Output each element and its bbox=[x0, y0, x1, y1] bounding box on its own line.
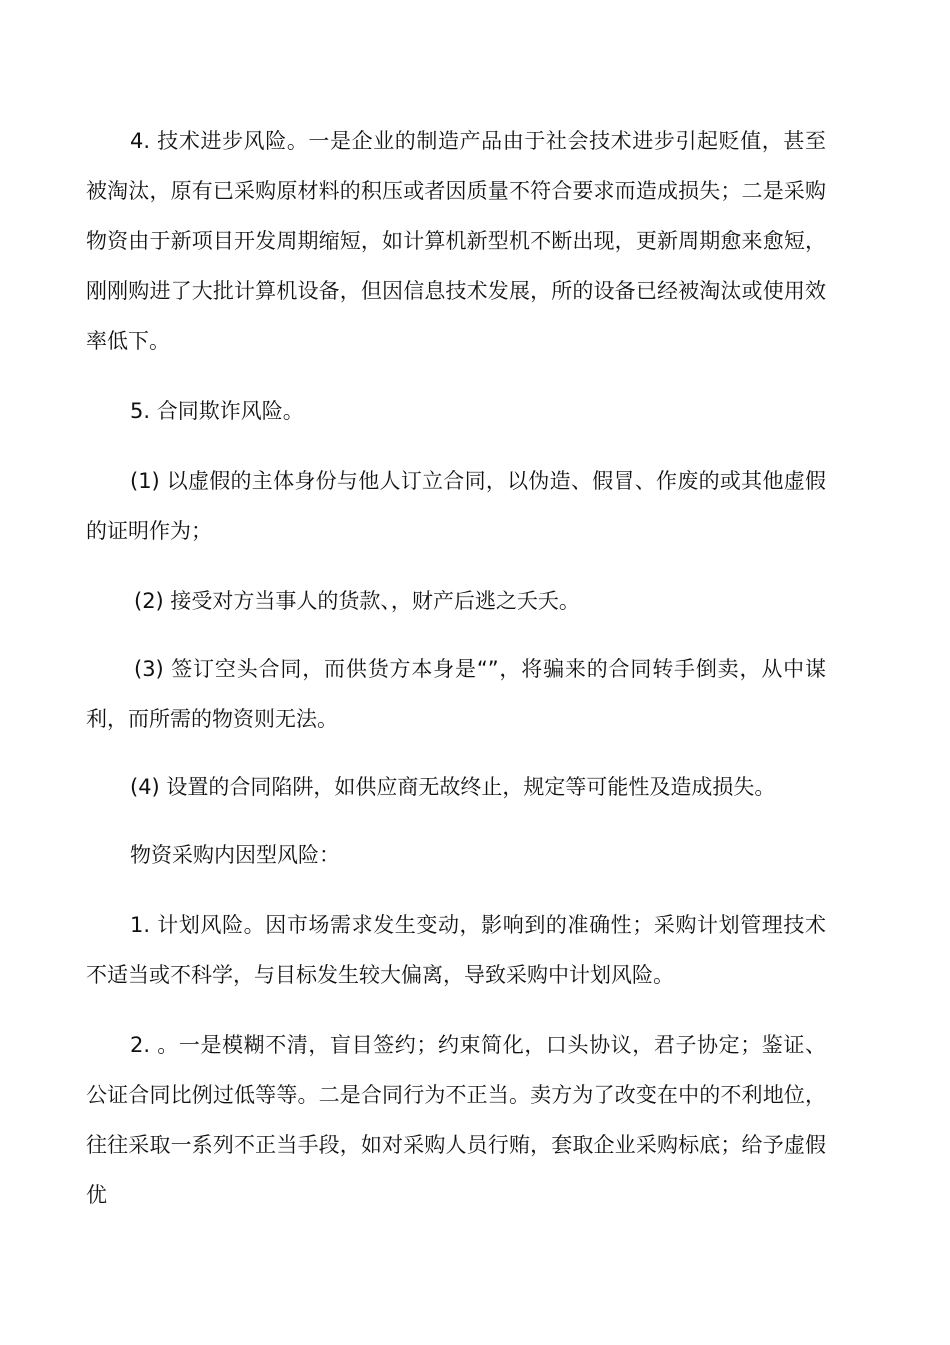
paragraph-fraud-item-3: (3) 签订空头合同，而供货方本身是“”，将骗来的合同转手倒卖，从中谋利，而所需的物资则无法。 bbox=[86, 657, 826, 731]
paragraph-fraud-item-1: (1) 以虚假的主体身份与他人订立合同，以伪造、假冒、作废的或其他虚假的证明作为； bbox=[86, 469, 826, 543]
paragraph-fraud-item-2: (2) 接受对方当事人的货款、，财产后逃之夭夭。 bbox=[134, 589, 580, 613]
paragraph-plan-risk: 1. 计划风险。因市场需求发生变动，影响到的准确性；采购计划管理技术不适当或不科学，与目标发生较大偏离，导致采购中计划风险。 bbox=[86, 913, 826, 987]
paragraph-contract-fraud-heading: 5. 合同欺诈风险。 bbox=[130, 399, 304, 423]
paragraph-fraud-item-4: (4) 设置的合同陷阱，如供应商无故终止，规定等可能性及造成损失。 bbox=[130, 775, 776, 799]
paragraph-internal-risk-heading: 物资采购内因型风险： bbox=[130, 843, 340, 867]
paragraph-contract-risk: 2. 。一是模糊不清，盲目签约；约束简化，口头协议，君子协定；鉴证、公证合同比例过低等等。二是合同行为不正当。卖方为了改变在中的不利地位，往往采取一系列不正当手段，如对采购人员行贿，套取企业采购标底；给予虚假优 bbox=[86, 1033, 826, 1207]
paragraph-tech-risk: 4. 技术进步风险。一是企业的制造产品由于社会技术进步引起贬值，甚至被淘汰，原有已采购原材料的积压或者因质量不符合要求而造成损失；二是采购物资由于新项目开发周期缩短，如计算机新型机不断出现，更新周期愈来愈短，刚刚购进了大批计算机设备，但因信息技术发展，所的设备已经被淘汰或使用效率低下。 bbox=[86, 129, 826, 353]
